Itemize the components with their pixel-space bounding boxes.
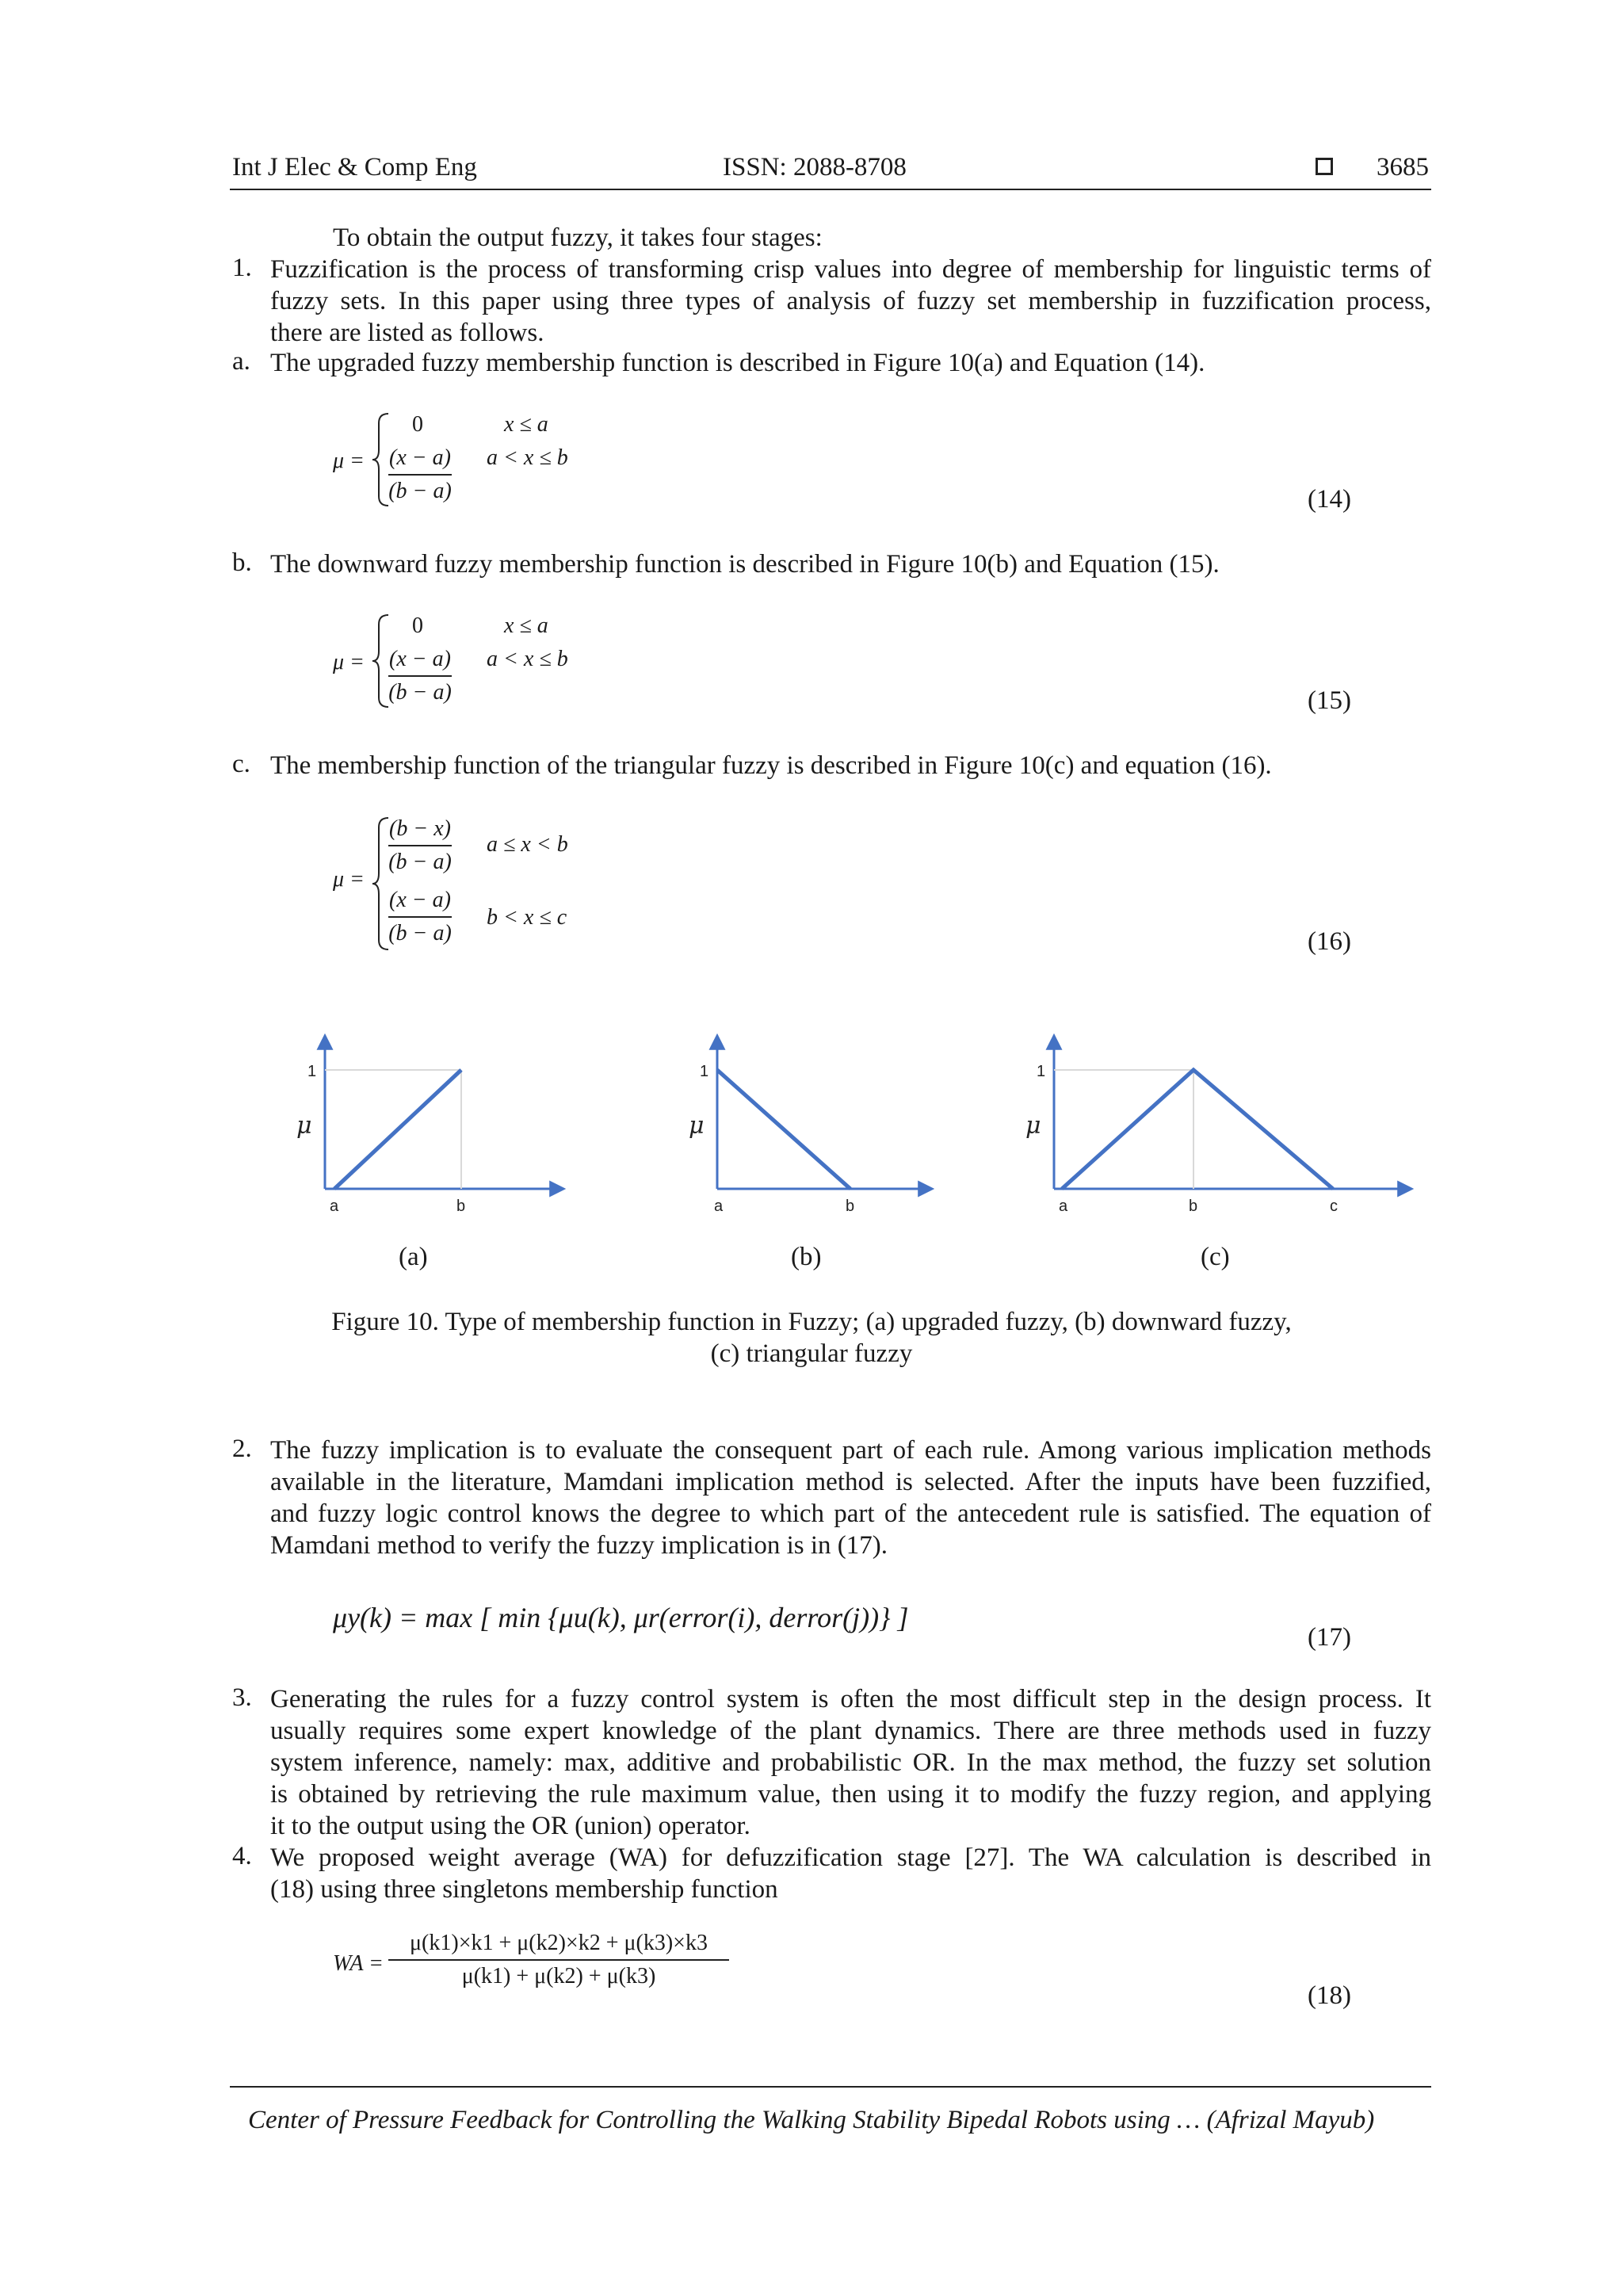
step-2-line-3: and fuzzy logic control knows the degree to which part of the antecedent rule is satisfied. The equation of xyxy=(270,1499,1431,1528)
eq15-mu: μ = xyxy=(333,650,365,674)
step-4-line-1: We proposed weight average (WA) for defuzzification stage [27]. The WA calculation is described in xyxy=(270,1843,1431,1872)
eq15-numerator: (x − a) xyxy=(389,647,451,671)
eq16-mu: μ = xyxy=(333,867,365,892)
eq18-denominator: μ(k1) + μ(k2) + μ(k3) xyxy=(461,1963,656,1988)
panel-b-membership-line xyxy=(717,1070,850,1189)
eq14-cond-1: x ≤ a xyxy=(504,412,548,437)
figure-caption-line-1: Figure 10. Type of membership function in Fuzzy; (a) upgraded fuzzy, (b) downward fuzzy, xyxy=(331,1308,1292,1336)
eq16-fraction-1 xyxy=(388,816,452,875)
eq16-cond-1: a ≤ x < b xyxy=(487,832,568,857)
eq16-fraction-2 xyxy=(388,888,452,946)
eq18-number: (18) xyxy=(1308,1981,1351,2010)
panel-b-y-label: μ xyxy=(689,1112,705,1140)
eq14-denominator: (b − a) xyxy=(388,478,452,503)
panel-c-x-tick-b: b xyxy=(1189,1198,1198,1215)
panel-c-x-tick-a: a xyxy=(1059,1198,1068,1215)
journal-name: Int J Elec & Comp Eng xyxy=(232,153,477,181)
step-3-line-1: Generating the rules for a fuzzy control system is often the most difficult step in the design process. It xyxy=(270,1685,1431,1713)
eq16-denominator-1: (b − a) xyxy=(388,849,452,874)
footer-rule xyxy=(230,2086,1431,2088)
panel-a-plot xyxy=(285,1030,571,1221)
step-4-number: 4. xyxy=(232,1842,252,1870)
step-3-line-3: system inference, namely: max, additive and probabilistic OR. In the max method, the fuzzy set solution xyxy=(270,1748,1431,1777)
step-2-line-1: The fuzzy implication is to evaluate the consequent part of each rule. Among various implication methods xyxy=(270,1436,1431,1465)
sub-b-text: The downward fuzzy membership function is described in Figure 10(b) and Equation (15). xyxy=(270,550,1220,579)
eq14-fraction xyxy=(388,445,452,504)
panel-a-y-label: μ xyxy=(296,1112,312,1140)
eq14-zero: 0 xyxy=(412,412,423,437)
eq14-numerator: (x − a) xyxy=(389,445,451,470)
eq14-mu: μ = xyxy=(333,449,365,473)
panel-a-x-tick-a: a xyxy=(330,1198,339,1215)
panel-c-plot xyxy=(1014,1030,1426,1221)
intro-text: To obtain the output fuzzy, it takes four stages: xyxy=(333,223,823,252)
panel-b-plot xyxy=(678,1030,939,1221)
panel-c-y-tick: 1 xyxy=(1037,1063,1046,1080)
step-1-number: 1. xyxy=(232,254,252,282)
issn: ISSN: 2088-8708 xyxy=(723,153,907,181)
page-number: 3685 xyxy=(1377,153,1429,181)
panel-a-x-tick-b: b xyxy=(456,1198,466,1215)
panel-b-sublabel: (b) xyxy=(791,1243,822,1271)
eq15-fraction xyxy=(388,647,452,705)
eq14-number: (14) xyxy=(1308,485,1351,514)
eq17-formula: μy(k) = max [ min {μu(k), μr(error(i), derror(j))} ] xyxy=(333,1602,909,1633)
step-1-line-1: Fuzzification is the process of transforming crisp values into degree of membership for linguistic terms of xyxy=(270,255,1431,284)
panel-b-y-tick: 1 xyxy=(700,1063,709,1080)
panel-b-x-tick-b: b xyxy=(846,1198,855,1215)
eq15-zero: 0 xyxy=(412,613,423,638)
square-icon xyxy=(1316,158,1333,175)
panel-c-x-tick-c: c xyxy=(1330,1198,1338,1215)
panel-c-membership-line xyxy=(1062,1070,1333,1189)
sub-c-label: c. xyxy=(232,750,250,778)
eq18-numerator: μ(k1)×k1 + μ(k2)×k2 + μ(k3)×k3 xyxy=(410,1931,708,1955)
eq16-numerator-2: (x − a) xyxy=(389,888,451,912)
eq18-lhs: WA = xyxy=(333,1951,384,1976)
panel-a-y-tick: 1 xyxy=(307,1063,317,1080)
eq15-denominator: (b − a) xyxy=(388,679,452,705)
panel-a-sublabel: (a) xyxy=(399,1243,428,1271)
footer-text: Center of Pressure Feedback for Controlling the Walking Stability Bipedal Robots using … (Afrizal Mayub) xyxy=(248,2106,1375,2134)
eq15-cond-2: a < x ≤ b xyxy=(487,647,568,671)
sub-b-label: b. xyxy=(232,548,252,577)
panel-c-sublabel: (c) xyxy=(1201,1243,1230,1271)
eq16-number: (16) xyxy=(1308,927,1351,956)
step-3-line-2: usually requires some expert knowledge of the plant dynamics. There are three methods used in fuzzy xyxy=(270,1717,1431,1745)
sub-c-text: The membership function of the triangular fuzzy is described in Figure 10(c) and equation (16). xyxy=(270,751,1272,780)
step-3-line-4: is obtained by retrieving the rule maximum value, then using it to modify the fuzzy region, and applying xyxy=(270,1780,1431,1809)
header-rule xyxy=(230,189,1431,190)
panel-c-y-label: μ xyxy=(1025,1112,1041,1140)
step-3-line-5: it to the output using the OR (union) operator. xyxy=(270,1812,750,1840)
figure-caption-line-2: (c) triangular fuzzy xyxy=(710,1339,913,1368)
eq14-cond-2: a < x ≤ b xyxy=(487,445,568,470)
sub-a-text: The upgraded fuzzy membership function is described in Figure 10(a) and Equation (14). xyxy=(270,349,1205,377)
step-2-line-2: available in the literature, Mamdani implication method is selected. After the inputs have been fuzzified, xyxy=(270,1468,1431,1496)
eq17-number: (17) xyxy=(1308,1623,1351,1652)
panel-b-x-tick-a: a xyxy=(714,1198,724,1215)
sub-a-label: a. xyxy=(232,347,250,376)
eq16-cond-2: b < x ≤ c xyxy=(487,905,567,930)
eq18-fraction xyxy=(388,1931,729,1989)
panel-a-membership-line xyxy=(334,1070,461,1189)
step-4-line-2: (18) using three singletons membership function xyxy=(270,1875,778,1904)
step-1-line-3: there are listed as follows. xyxy=(270,319,544,347)
step-3-number: 3. xyxy=(232,1683,252,1712)
eq15-cond-1: x ≤ a xyxy=(504,613,548,638)
step-1-line-2: fuzzy sets. In this paper using three types of analysis of fuzzy set membership in fuzzification process, xyxy=(270,287,1431,315)
eq16-denominator-2: (b − a) xyxy=(388,920,452,946)
eq15-number: (15) xyxy=(1308,686,1351,715)
step-2-line-4: Mamdani method to verify the fuzzy implication is in (17). xyxy=(270,1531,888,1560)
step-2-number: 2. xyxy=(232,1435,252,1463)
eq16-numerator-1: (b − x) xyxy=(389,816,451,841)
